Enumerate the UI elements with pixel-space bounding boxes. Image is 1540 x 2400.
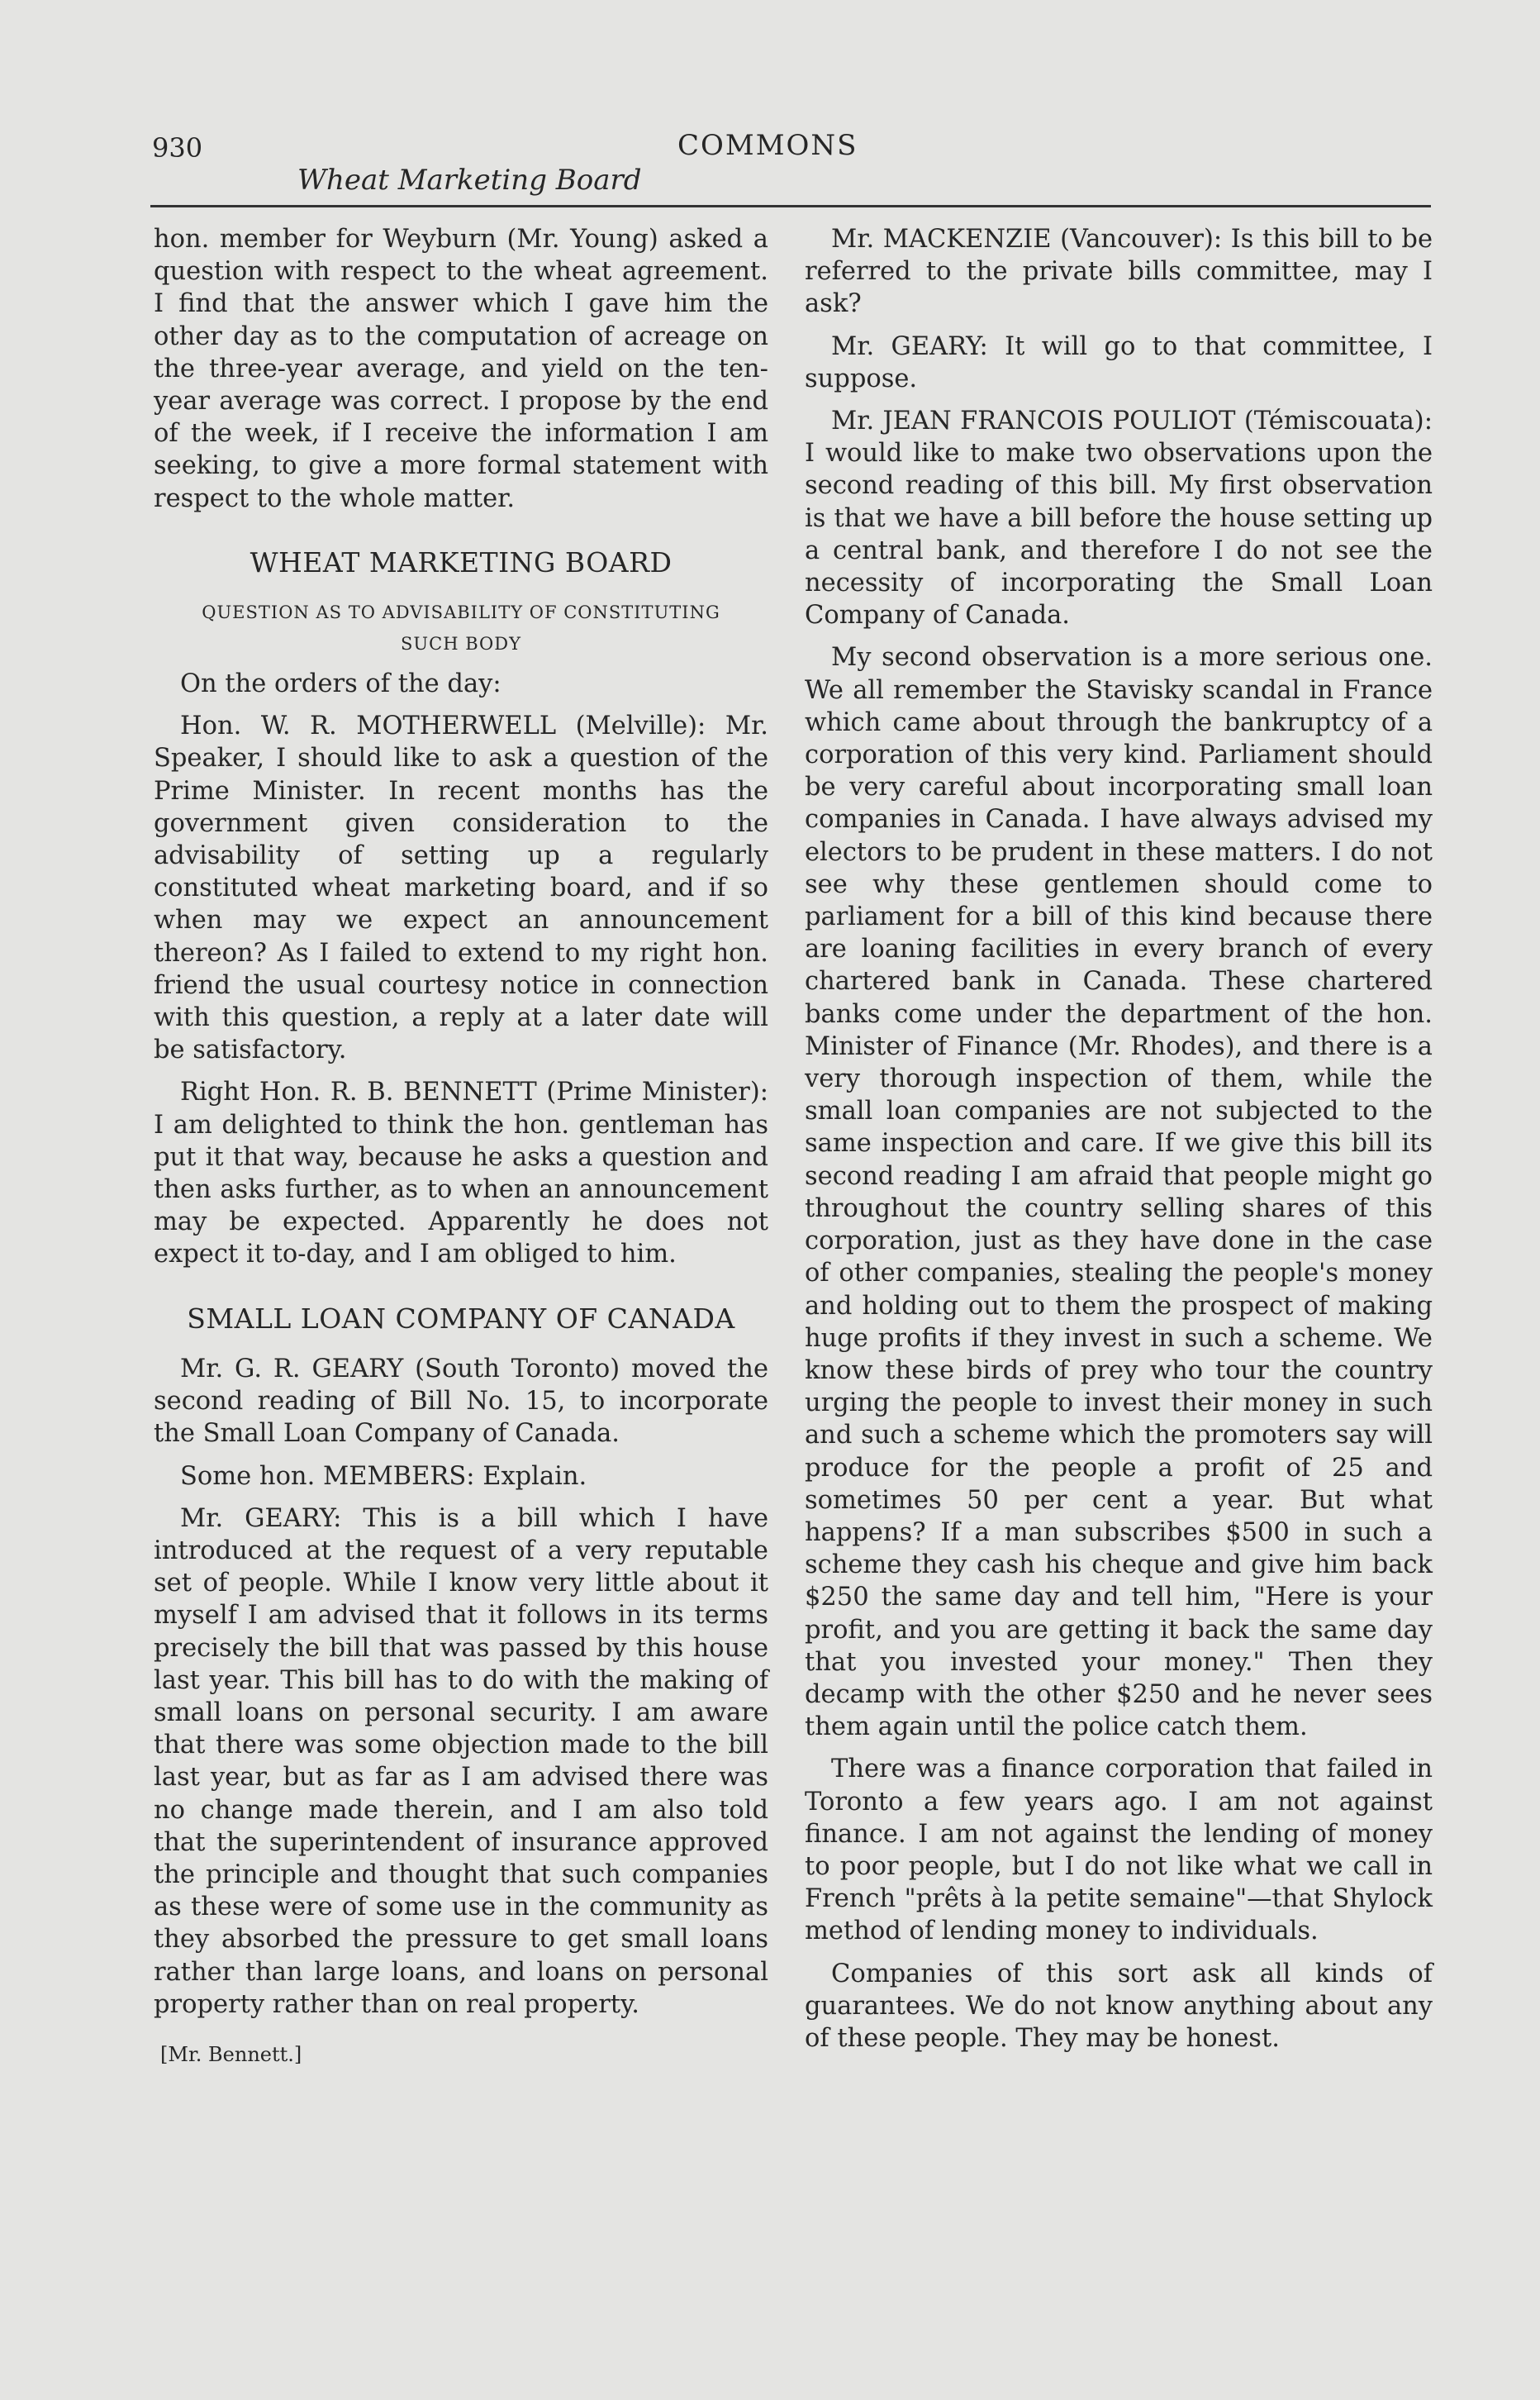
paragraph: Companies of this sort ask all kinds of guarantees. We do not know anything about any of these people. They may be honest. — [805, 1959, 1433, 2053]
subheading-line: SUCH BODY — [401, 634, 521, 655]
paragraph: My second observation is a more serious one. We all remember the Stavisky scandal in France which came about through the bankruptcy of a corporation of this very kind. Parliament should be very careful about incorporating small loan companies in Canada. I have always advised my electors to be prudent in these matters. I do not see why these gentlemen should come to parliament for a bill of this kind because there are loaning facilities in every branch of every chartered bank in Canada. These chartered banks come under the department of the hon. Minister of Finance (Mr. Rhodes), and there is a very thorough inspection of them, while the small loan companies are not subjected to the same inspection and care. If we give this bill its second reading I am afraid that people might go throughout the country selling shares of this corporation, just as they have done in the case of other companies, stealing the people's money and holding out to them the prospect of making huge profits if they invest in such a scheme. We know these birds of prey who tour the country urging the people to invest their money in such and such a scheme which the promoters say will produce for the people a profit of 25 and sometimes 50 per cent a year. But what happens? If a man subscribes $500 in such a scheme they cash his cheque and give him back $250 the same day and tell him, "Here is your profit, and you are getting it back the same day that you invested your money." Then they decamp with the other $250 and he never sees them again until the police catch them. — [805, 643, 1433, 1742]
paragraph: Mr. JEAN FRANCOIS POULIOT (Témiscouata): I would like to make two observations upon the second reading of this bill. My first observation is that we have a bill before the house setting up a central bank, and therefore I do not see the necessity of incorporating the Small Loan Company of Canada. — [805, 407, 1433, 631]
paragraph: Mr. MACKENZIE (Vancouver): Is this bill to be referred to the private bills committee, may I ask? — [805, 225, 1433, 319]
subheading — [154, 597, 768, 660]
paragraph: Some hon. MEMBERS: Explain. — [180, 1461, 587, 1491]
paragraph: On the orders of the day: — [180, 669, 501, 699]
paragraph: Mr. G. R. GEARY (South Toronto) moved the second reading of Bill No. 15, to incorporate the Small Loan Company of Canada. — [154, 1354, 768, 1449]
paragraph: Hon. W. R. MOTHERWELL (Melville): Mr. Speaker, I should like to ask a question of the Prime Minister. In recent months has the government given consideration to the advisability of setting up a regularly constituted wheat marketing board, and if so when may we expect an announcement thereon? As I failed to extend to my right hon. friend the usual courtesy notice in connection with this question, a reply at a later date will be satisfactory. — [154, 712, 768, 1065]
page-number: 930 — [152, 132, 203, 164]
heading-wheat-marketing-board: WHEAT MARKETING BOARD — [250, 545, 673, 579]
right-column — [805, 223, 1433, 2064]
speaker-reference: [Mr. Bennett.] — [160, 2042, 302, 2066]
paragraph: Mr. GEARY: This is a bill which I have introduced at the request of a very reputable set of people. While I know very little about it myself I am advised that it follows in its terms precisely the bill that was passed by this house last year. This bill has to do with the making of small loans on personal security. I am aware that there was some objection made to the bill last year, but as far as I am advised there was no change made therein, and I am also told that the superintendent of insurance approved the principle and thought that such companies as these were of some use in the community as they absorbed the pressure to get small loans rather than large loans, and loans on personal property rather than on real property. — [154, 1503, 768, 2019]
paragraph: Right Hon. R. B. BENNETT (Prime Minister): I am delighted to think the hon. gentleman has put it that way, because he asks a question and then asks further, as to when an announcement may be expected. Apparently he does not expect it to-day, and I am obliged to him. — [154, 1078, 768, 1269]
left-column — [154, 223, 768, 2071]
section-title: Wheat Marketing Board — [297, 164, 642, 197]
paragraph: hon. member for Weyburn (Mr. Young) asked a question with respect to the wheat agreement. I find that the answer which I gave him the other day as to the computation of acreage on the three-year average, and yield on the ten-year average was correct. I propose by the end of the week, if I receive the information I am seeking, to give a more formal statement with respect to the whole matter. — [154, 225, 768, 513]
running-head: COMMONS — [677, 129, 858, 162]
paragraph: Mr. GEARY: It will go to that committee, I suppose. — [805, 331, 1433, 393]
paragraph: There was a finance corporation that failed in Toronto a few years ago. I am not against finance. I am not against the lending of money to poor people, but I do not like what we call in French "prêts à la petite semaine"—that Shylock method of lending money to individuals. — [805, 1755, 1433, 1946]
subheading-line: QUESTION AS TO ADVISABILITY OF CONSTITUTING — [202, 602, 720, 623]
heading-small-loan-company: SMALL LOAN COMPANY OF CANADA — [187, 1302, 735, 1335]
header-rule — [150, 205, 1431, 207]
